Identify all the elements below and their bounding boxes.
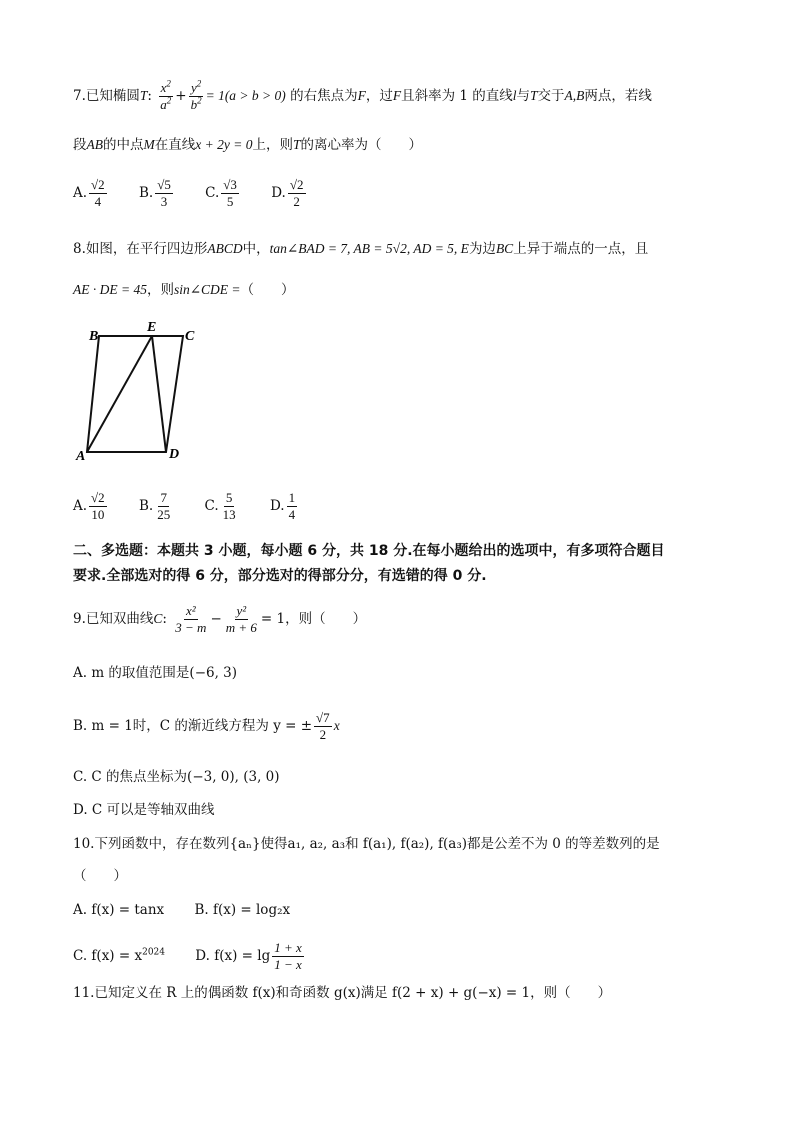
q8-opt-c-num: 5 (225, 490, 233, 505)
q7-options (73, 177, 334, 210)
q7-opt-a-label: A. (73, 185, 88, 201)
q7-linex: x + 2y = 0 (195, 137, 253, 152)
q9-option-b[interactable] (73, 710, 340, 743)
q7-text3: 且斜率为 1 的直线 (401, 88, 513, 104)
q7-option-b[interactable] (139, 177, 175, 210)
q10-c-sup: 2024 (142, 947, 165, 958)
q10-options-ab (73, 900, 316, 920)
parallelogram-figure (70, 315, 210, 465)
q7-l2d: 上，则 (252, 137, 293, 153)
label-e: E (147, 320, 157, 335)
q7-M: M (143, 137, 155, 152)
q8-opt-d-label: D. (269, 498, 285, 514)
q7-text1: 的右焦点为 (290, 88, 358, 104)
q7-y: y (190, 80, 197, 95)
q8-option-c[interactable] (205, 490, 240, 523)
q10-line1: 10.下列函数中，存在数列{aₙ}使得a₁, a₂, a₃和 f(a₁), f(a₂), f(a₃)都是公差不为 0 的等差数列的是 (73, 836, 660, 852)
q7-eq: = 1(a > b > 0) (205, 88, 286, 103)
q8-opt-b-den: 25 (157, 507, 171, 522)
q8-opt-b-label: B. (138, 498, 154, 514)
label-a: A (76, 449, 86, 464)
q9-minus: − (210, 611, 222, 627)
q8-opt-d-num: 1 (288, 490, 296, 505)
q9-prefix: 9.已知双曲线 (73, 611, 154, 627)
q8-opt-c-den: 13 (222, 507, 236, 522)
q7-frac-y: $\frac{y^2}{b^2}$ (190, 78, 202, 112)
q9-b-den: 2 (319, 727, 327, 742)
q8-opt-a-label: A. (73, 498, 88, 514)
q8-text1: 中， (242, 241, 270, 257)
q9-frac1 (173, 603, 208, 636)
q10-c-pre: C. f(x) = x (73, 948, 143, 964)
q7-option-c[interactable] (205, 177, 241, 210)
q8-opt-a-num: √2 (91, 490, 105, 505)
q9-C: C (153, 611, 163, 626)
q7-T3: T (292, 137, 301, 152)
section2-line2: 要求.全部选对的得 6 分，部分选对的得部分分，有选错的得 0 分. (73, 568, 487, 584)
q8-cond: tan∠BAD = 7, AB = 5√2, AD = 5, E (269, 241, 469, 256)
q7-l2b: 的中点 (103, 137, 144, 153)
q7-option-a[interactable] (73, 177, 109, 210)
q8-text4: ，则 (146, 282, 174, 298)
q7-opt-b-den: 3 (160, 194, 168, 209)
q8-line1 (73, 239, 648, 259)
q7-opt-c-num: √3 (223, 177, 237, 192)
q9-num1: x² (186, 603, 196, 618)
q10-option-d[interactable] (195, 940, 305, 973)
q7-opt-d-den: 2 (293, 194, 300, 209)
q7-frac-x: $\frac{x^2}{a^2}$ (160, 78, 172, 112)
parallelogram-abcd (87, 336, 183, 452)
q7-l2a: 段 (73, 137, 87, 153)
q11-line: 11.已知定义在 R 上的偶函数 f(x)和奇函数 g(x)满足 f(2 + x) + g(−x) = 1，则（ ） (73, 985, 612, 1001)
q8-opt-a-den: 10 (91, 507, 105, 522)
q7-opt-c-label: C. (205, 185, 220, 201)
q7-l2e: 的离心率为（ ） (300, 137, 422, 153)
segment-de (152, 336, 166, 452)
q9-den2: m + 6 (225, 620, 257, 635)
q7-AB: A,B (564, 88, 585, 103)
q8-prefix: 8.如图，在平行四边形 (73, 241, 208, 257)
q7-opt-d-num: √2 (289, 177, 304, 192)
q8-line2 (73, 280, 295, 300)
q7-l: l (512, 88, 517, 103)
q9-frac2 (224, 603, 259, 636)
q9-b-num: √7 (316, 710, 330, 725)
q7-T2: T (530, 88, 538, 103)
q7-F2: F (392, 88, 402, 103)
q7-x: x (160, 80, 167, 95)
q9-option-c[interactable]: C. C 的焦点坐标为(−3, 0), (3, 0) (73, 769, 280, 785)
q7-text6: 两点，若线 (584, 88, 652, 104)
q9-den1: 3 − m (175, 620, 207, 635)
q10-d-pre: D. f(x) = lg (195, 948, 271, 964)
q7-line1: 7.已知椭圆T: $\frac{x^2}{a^2}$ + $\frac{y^2}{b^2}$ = 1(a > b > 0) 的右焦点为F，过F且斜率为 1 的直线l与T交于A,B两点，若线 (73, 78, 652, 112)
q9-b-post: x (333, 718, 340, 733)
q8-BC: BC (495, 241, 514, 256)
q7-opt-c-den: 5 (226, 194, 234, 209)
q7-opt-a-num: √2 (91, 177, 105, 192)
q8-text5: （ ） (240, 282, 295, 298)
q7-text2: ，过 (365, 88, 393, 104)
q8-option-d[interactable] (270, 490, 299, 523)
label-b: B (89, 329, 99, 344)
q8-opt-c-label: C. (204, 498, 219, 514)
q8-opt-b-num: 7 (160, 490, 167, 505)
q10-options-cd (73, 940, 332, 973)
label-c: C (185, 329, 195, 344)
q8-text3: 上异于端点的一点，且 (513, 241, 649, 257)
q7-b: b (190, 97, 198, 112)
q9-eq: = 1 (260, 611, 286, 627)
q7-F: F (357, 88, 366, 103)
q7-opt-d-label: D. (271, 185, 286, 201)
q10-line2: （ ） (73, 868, 127, 884)
q8-option-b[interactable] (139, 490, 174, 523)
q10-d-num: 1 + x (274, 940, 302, 955)
q8-options (73, 490, 325, 523)
q9-tail: ，则（ ） (285, 611, 367, 627)
q10-option-c[interactable] (73, 946, 165, 966)
q7-T: T (139, 88, 148, 103)
q8-ABCD: ABCD (207, 241, 243, 256)
q10-d-frac (272, 940, 304, 973)
q9-b-frac (314, 710, 332, 743)
q9-option-a[interactable]: A. m 的取值范围是(−6, 3) (73, 665, 238, 681)
section2-line1: 二、多选题：本题共 3 小题，每小题 6 分，共 18 分.在每小题给出的选项中，有多项符合题目 (73, 543, 665, 559)
q10-option-b[interactable]: B. f(x) = log₂x (194, 902, 291, 918)
q7-text4: 与 (516, 88, 531, 104)
q9-option-d[interactable]: D. C 可以是等轴双曲线 (73, 802, 215, 818)
q8-dot: AE · DE = 45 (73, 282, 147, 297)
q8-opt-d-den: 4 (288, 507, 296, 522)
q8-option-a[interactable] (73, 490, 109, 523)
q10-d-den: 1 − x (274, 957, 302, 972)
q7-line2 (73, 135, 422, 155)
q7-opt-b-label: B. (138, 185, 154, 201)
q7-a: a (160, 97, 167, 112)
q9-b-pre: B. m = 1时，C 的渐近线方程为 y = ± (73, 718, 313, 734)
q10-option-a[interactable]: A. f(x) = tanx (73, 902, 165, 918)
q7-opt-a-den: 4 (94, 194, 102, 209)
q7-l2c: 在直线 (154, 137, 196, 153)
q7-opt-b-num: √5 (157, 177, 171, 192)
q7-prefix: 7.已知椭圆 (73, 88, 140, 104)
q9-colon: : (162, 611, 167, 627)
q7-option-d[interactable] (271, 177, 307, 210)
q7-AB2: AB (86, 137, 103, 152)
q9-num2: y² (236, 603, 247, 618)
q7-text5: 交于 (537, 88, 565, 104)
q8-sin: sin∠CDE = (173, 282, 241, 297)
q9-line1 (73, 603, 366, 636)
q7-colon: : (147, 88, 152, 104)
label-d: D (169, 447, 180, 462)
q8-text2: 为边 (468, 241, 496, 257)
